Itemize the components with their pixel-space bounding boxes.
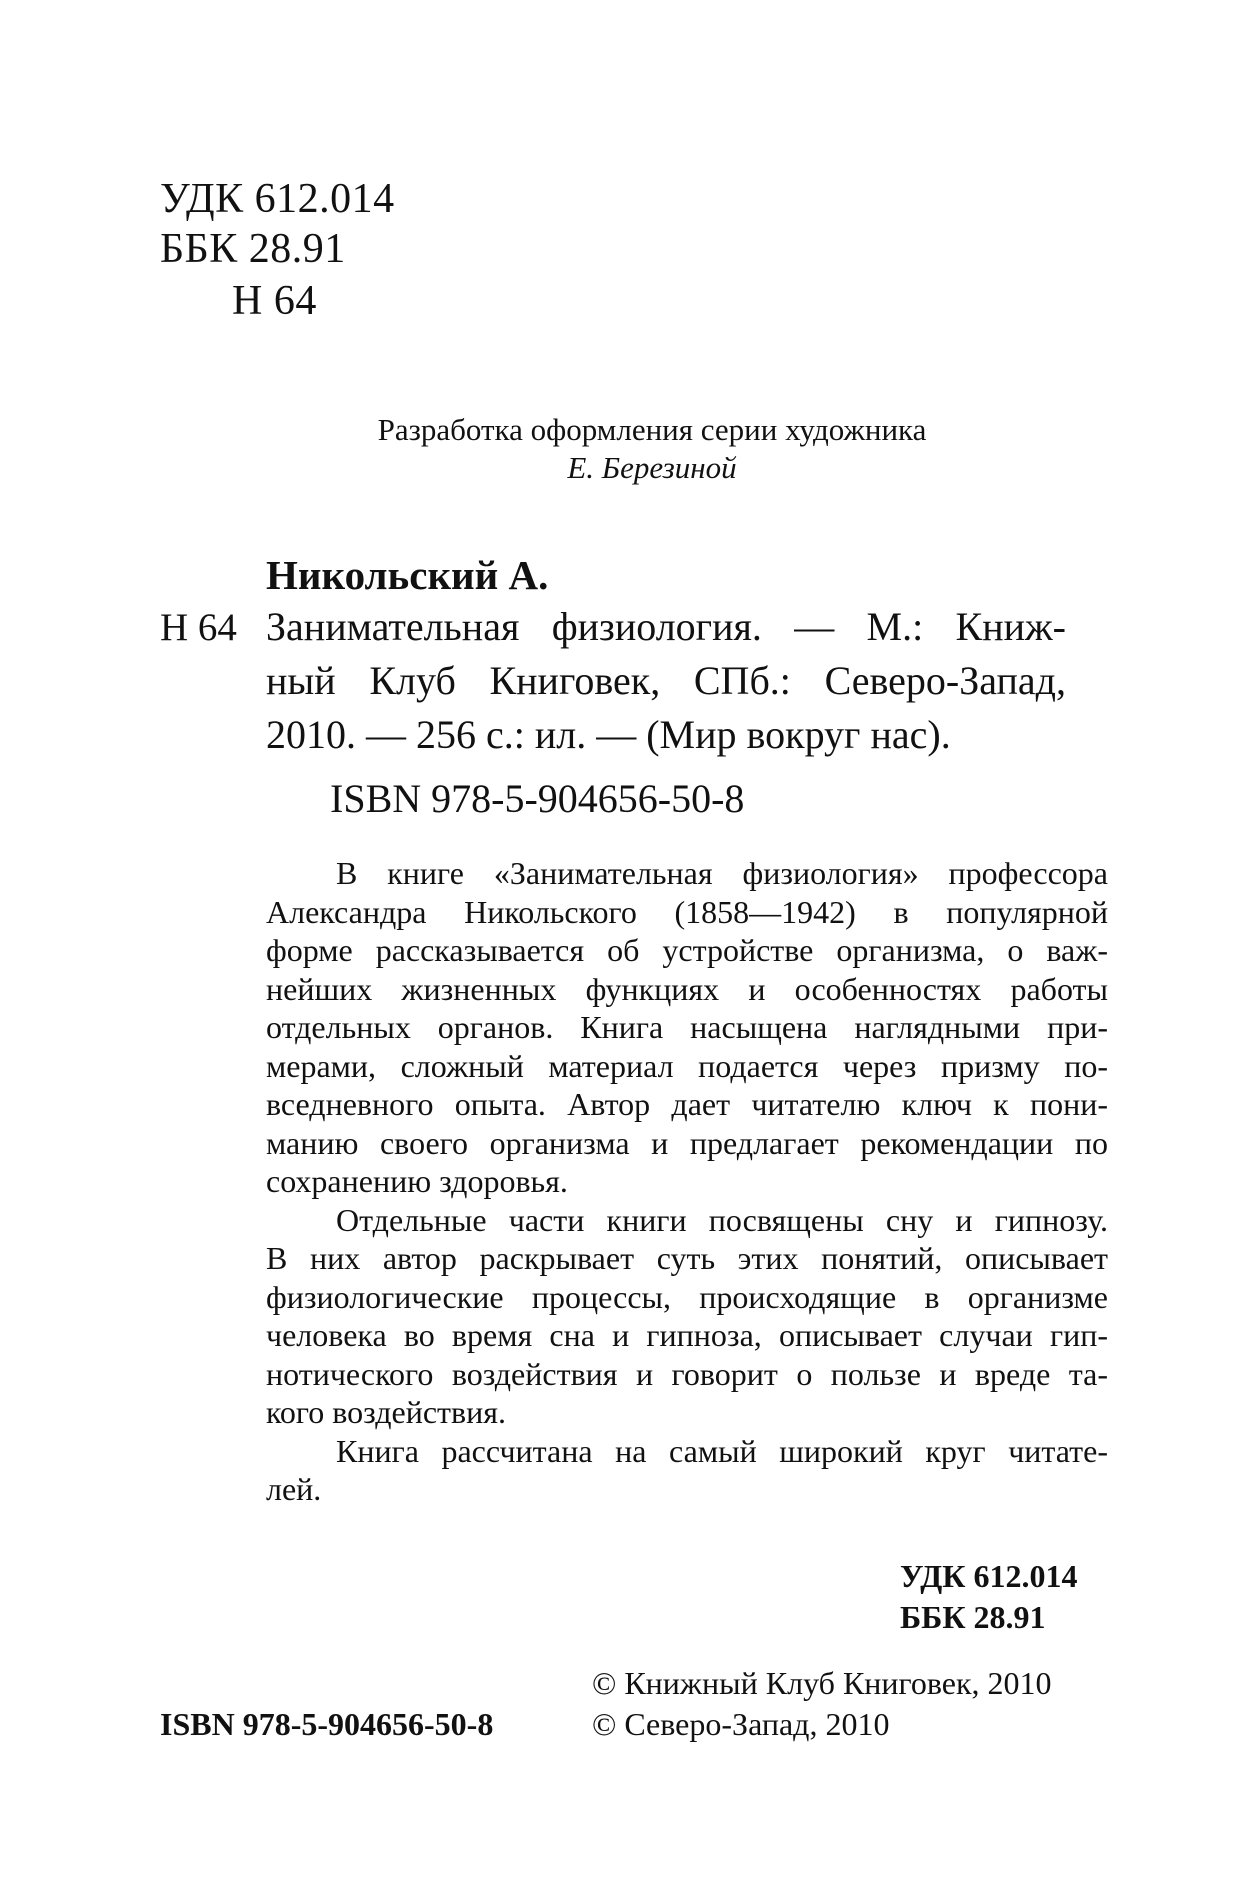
design-credit-artist: Е. Березиной — [567, 450, 737, 485]
annotation-paragraph-2 — [266, 1201, 1108, 1432]
annotation-line: человека во время сна и гипноза, описывает случаи гип- — [266, 1317, 1108, 1353]
annotation-paragraph-1 — [266, 854, 1108, 1201]
annotation-line: В книге «Занимательная физиология» профессора — [336, 855, 1108, 891]
annotation-line: В них автор раскрывает суть этих понятий, описывает — [266, 1240, 1108, 1276]
copyright-line: © Северо-Запад, 2010 — [592, 1706, 890, 1742]
annotation-line: манию своего организма и предлагает рекомендации по — [266, 1124, 1108, 1161]
annotation-line: Отдельные части книги посвящены сну и гипнозу. — [336, 1201, 1108, 1238]
annotation-line: мерами, сложный материал подается через призму по- — [266, 1047, 1108, 1084]
annotation-line: Книга рассчитана на самый широкий круг читате- — [336, 1432, 1108, 1469]
design-credit — [302, 411, 1002, 487]
annotation-line: физиологические процессы, происходящие в организме — [266, 1278, 1108, 1315]
biblio-line: ный Клуб Книговек, СПб.: Северо-Запад, — [266, 658, 1066, 703]
udk-code: УДК 612.014 — [160, 176, 395, 222]
bibliographic-description — [266, 600, 1066, 762]
annotation-paragraph-3 — [266, 1432, 1108, 1509]
annotation-line: отдельных органов. Книга насыщена наглядными при- — [266, 1009, 1108, 1045]
biblio-line: Занимательная физиология. — М.: Книж- — [266, 604, 1066, 649]
annotation-line: вседневного опыта. Автор дает читателю ключ к пони- — [266, 1086, 1108, 1122]
bottom-bbk-code: ББК 28.91 — [900, 1599, 1046, 1635]
record-cutter: Н 64 — [160, 606, 237, 649]
cutter-code: Н 64 — [232, 278, 317, 324]
annotation-line: кого воздействия. — [266, 1394, 506, 1430]
design-credit-line: Разработка оформления серии художника — [377, 412, 927, 447]
isbn: ISBN 978-5-904656-50-8 — [330, 776, 745, 821]
annotation-line: Александра Никольского (1858—1942) в популярной — [266, 893, 1108, 930]
annotation-line: лей. — [266, 1471, 322, 1507]
copyright-line: © Книжный Клуб Книговек, 2010 — [592, 1665, 1052, 1701]
author-name: Никольский А. — [266, 552, 549, 598]
bottom-udk-code: УДК 612.014 — [900, 1558, 1078, 1594]
biblio-line: 2010. — 256 с.: ил. — (Мир вокруг нас). — [266, 712, 951, 757]
bottom-isbn: ISBN 978-5-904656-50-8 — [160, 1706, 494, 1742]
bbk-code: ББК 28.91 — [160, 226, 346, 272]
annotation-line: нейших жизненных функциях и особенностях работы — [266, 970, 1108, 1007]
annotation-line: форме рассказывается об устройстве организма, о важ- — [266, 932, 1108, 968]
annotation-line: сохранению здоровья. — [266, 1163, 568, 1199]
annotation — [266, 854, 1108, 1509]
annotation-line: нотического воздействия и говорит о пользе и вреде та- — [266, 1355, 1108, 1392]
